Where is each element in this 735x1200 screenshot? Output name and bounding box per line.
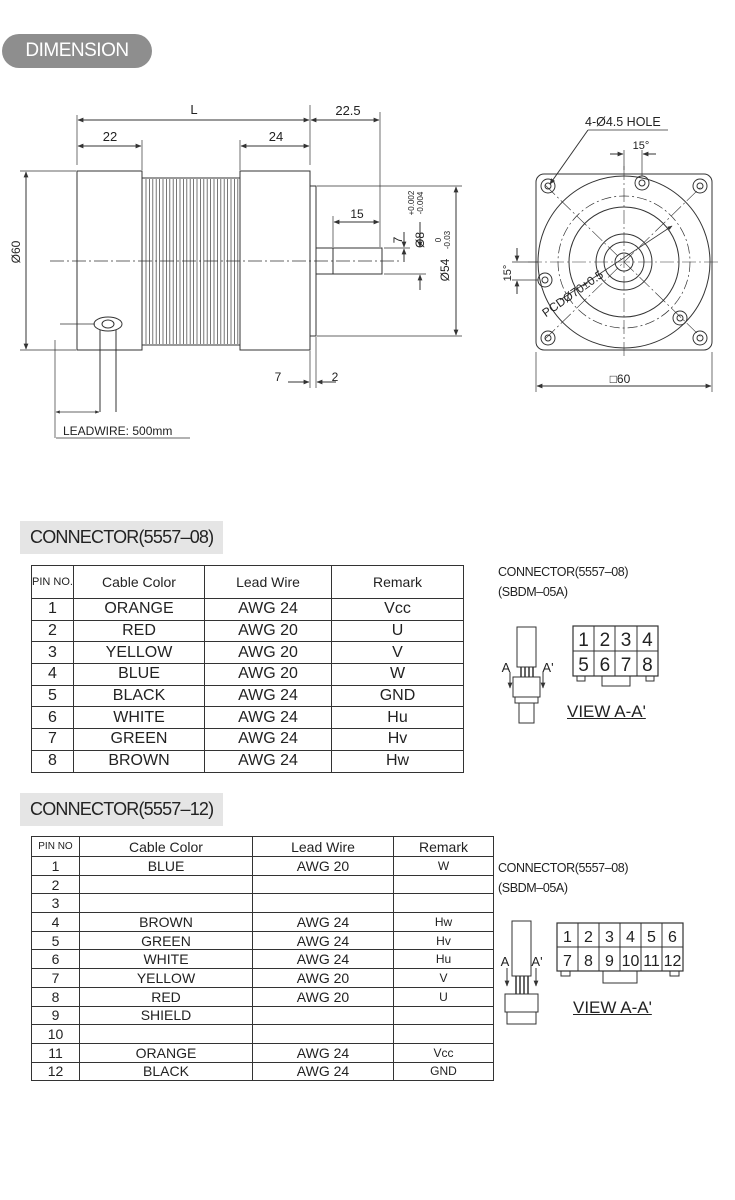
table-row: [32, 913, 494, 932]
pin-number: 5: [647, 929, 656, 946]
pin-number: 8: [584, 953, 593, 970]
table-row: [32, 729, 464, 751]
hole-spec-label: 4-Ø4.5 HOLE: [585, 115, 661, 129]
table-row: [32, 707, 464, 729]
pin-cell: 1: [32, 599, 74, 621]
color-cell: ORANGE: [80, 1043, 253, 1062]
pin-number: 1: [578, 630, 589, 651]
table-row: [32, 642, 464, 664]
pin-cell: 3: [32, 642, 74, 664]
pin-number: 3: [605, 929, 614, 946]
dim-front-width-label: 24: [268, 129, 284, 144]
connector2-label-a-prime: A': [531, 954, 543, 969]
col-header-pin: PIN NO.: [32, 566, 74, 599]
pin-number: 4: [642, 630, 653, 651]
color-cell: YELLOW: [80, 969, 253, 988]
connector2-caption-model: (SBDM–05A): [498, 881, 568, 895]
pin-number: 9: [605, 953, 614, 970]
remark-cell: [394, 1006, 494, 1025]
connector2-title: CONNECTOR(5557–12): [20, 793, 223, 826]
wire-cell: AWG 20: [253, 987, 394, 1006]
col-header-pin: PIN NO: [32, 837, 80, 857]
pin-number: 5: [578, 655, 589, 676]
col-header-remark: Remark: [394, 837, 494, 857]
dim-shaft-tol-lower: -0.004: [416, 191, 425, 215]
pin-cell: 7: [32, 729, 74, 751]
wire-cell: AWG 20: [205, 664, 332, 686]
table-row: [32, 1062, 494, 1081]
color-cell: BROWN: [80, 913, 253, 932]
table-row: [32, 664, 464, 686]
dim-flange-dia-label: Ø54: [438, 258, 452, 282]
motor-front-cap: [240, 171, 310, 350]
remark-cell: U: [394, 987, 494, 1006]
pin-cell: 12: [32, 1062, 80, 1081]
connector1-caption-model: (SBDM–05A): [498, 585, 568, 599]
remark-cell: Vcc: [332, 599, 464, 621]
remark-cell: V: [332, 642, 464, 664]
color-cell: GREEN: [80, 931, 253, 950]
leadwire-length-label: LEADWIRE: 500mm: [63, 424, 173, 438]
table-row: [32, 620, 464, 642]
pin-cell: 5: [32, 685, 74, 707]
pin-cell: 10: [32, 1025, 80, 1044]
color-cell: BROWN: [74, 750, 205, 772]
connector2-caption: CONNECTOR(5557–08): [498, 861, 629, 875]
table-row: [32, 857, 494, 876]
table-row: [32, 987, 494, 1006]
connector2-label-a: A: [500, 954, 510, 969]
wire-cell: [253, 1025, 394, 1044]
table-row: [32, 950, 494, 969]
pin-number: 7: [563, 953, 572, 970]
color-cell: ORANGE: [74, 599, 205, 621]
wire-cell: AWG 20: [205, 620, 332, 642]
wire-cell: AWG 24: [253, 931, 394, 950]
connector2-view-label: VIEW A-A': [573, 998, 652, 1017]
wire-cell: AWG 24: [205, 599, 332, 621]
color-cell: BLUE: [80, 857, 253, 876]
connector2-pin-layout: [557, 923, 683, 983]
pin-number: 1: [563, 929, 572, 946]
wire-cell: AWG 20: [253, 969, 394, 988]
pin-cell: 5: [32, 931, 80, 950]
pin-number: 6: [599, 655, 611, 676]
connector1-table: [31, 565, 464, 773]
color-cell: BLUE: [74, 664, 205, 686]
pin-number: 12: [663, 953, 682, 970]
table-row: [32, 894, 494, 913]
dim-shaft-tol-upper: +0.002: [407, 190, 416, 216]
pin-number: 6: [668, 929, 677, 946]
connector1-label-a-prime: A': [542, 660, 554, 675]
remark-cell: Hv: [394, 931, 494, 950]
table-row: [32, 1006, 494, 1025]
color-cell: RED: [74, 620, 205, 642]
remark-cell: Hv: [332, 729, 464, 751]
wire-cell: AWG 24: [253, 1043, 394, 1062]
color-cell: YELLOW: [74, 642, 205, 664]
wire-cell: AWG 24: [253, 950, 394, 969]
section-title-dimension: DIMENSION: [2, 34, 152, 68]
table-row: [32, 931, 494, 950]
pin-number: 2: [584, 929, 593, 946]
remark-cell: Hu: [332, 707, 464, 729]
remark-cell: GND: [332, 685, 464, 707]
wire-cell: [253, 1006, 394, 1025]
connector1-pin-layout: [573, 626, 658, 686]
pin-cell: 7: [32, 969, 80, 988]
dim-body-dia-label: Ø60: [9, 240, 23, 264]
table-row: [32, 1043, 494, 1062]
connector2-side-diagram: [501, 921, 543, 1024]
color-cell: SHIELD: [80, 1006, 253, 1025]
pin-number: 8: [642, 655, 653, 676]
col-header-cable-color: Cable Color: [80, 837, 253, 857]
remark-cell: Hu: [394, 950, 494, 969]
color-cell: [80, 894, 253, 913]
motor-cooling-fins: [146, 179, 238, 344]
color-cell: BLACK: [80, 1062, 253, 1081]
wire-cell: AWG 20: [253, 857, 394, 876]
dim-flange-thickness-label: 2: [331, 370, 339, 384]
table-row: [32, 685, 464, 707]
dim-key-length-label: 15: [350, 207, 364, 221]
pin-cell: 6: [32, 950, 80, 969]
color-cell: [80, 1025, 253, 1044]
pin-cell: 4: [32, 913, 80, 932]
col-header-lead-wire: Lead Wire: [253, 837, 394, 857]
pin-number: 10: [621, 953, 640, 970]
pin-cell: 4: [32, 664, 74, 686]
pin-cell: 1: [32, 857, 80, 876]
wire-cell: AWG 20: [205, 642, 332, 664]
remark-cell: [394, 1025, 494, 1044]
leadwire-grommet: [94, 317, 122, 331]
pin-cell: 11: [32, 1043, 80, 1062]
angle-left-label: 15°: [502, 264, 514, 282]
color-cell: BLACK: [74, 685, 205, 707]
pin-cell: 8: [32, 750, 74, 772]
remark-cell: W: [394, 857, 494, 876]
pin-number: 3: [620, 630, 632, 651]
table-row: [32, 969, 494, 988]
remark-cell: Hw: [394, 913, 494, 932]
remark-cell: U: [332, 620, 464, 642]
wire-cell: AWG 24: [205, 685, 332, 707]
remark-cell: W: [332, 664, 464, 686]
table-row: [32, 599, 464, 621]
remark-cell: GND: [394, 1062, 494, 1081]
wire-cell: AWG 24: [253, 913, 394, 932]
dim-key-height-label: 7: [391, 236, 405, 244]
connector1-title: CONNECTOR(5557–08): [20, 521, 223, 554]
color-cell: RED: [80, 987, 253, 1006]
pin-cell: 9: [32, 1006, 80, 1025]
table-row: [32, 750, 464, 772]
wire-cell: [253, 894, 394, 913]
motor-front-view: [502, 115, 720, 392]
square-size-label: □60: [609, 372, 631, 386]
dim-shaft-dia-label: Ø8: [413, 231, 427, 249]
col-header-cable-color: Cable Color: [74, 566, 205, 599]
col-header-remark: Remark: [332, 566, 464, 599]
pin-cell: 8: [32, 987, 80, 1006]
pin-number: 11: [643, 953, 660, 970]
motor-side-view: [9, 102, 462, 438]
pcd-label: PCDØ70±0.5: [539, 267, 606, 320]
remark-cell: Hw: [332, 750, 464, 772]
dim-shaft-length-label: 22.5: [335, 103, 361, 118]
col-header-lead-wire: Lead Wire: [205, 566, 332, 599]
connector1-view-label: VIEW A-A': [567, 702, 646, 721]
motor-rear-cap: [77, 171, 142, 350]
color-cell: WHITE: [80, 950, 253, 969]
dim-flange-tol-lower: -0.03: [443, 230, 452, 250]
connector2-table: [31, 836, 494, 1081]
connector1-caption: CONNECTOR(5557–08): [498, 565, 629, 579]
dim-flange-tol-upper: 0: [434, 237, 443, 243]
pin-number: 4: [626, 929, 635, 946]
color-cell: [80, 875, 253, 894]
pin-number: 2: [599, 630, 611, 651]
dim-pilot-depth-label: 7: [274, 370, 282, 384]
wire-cell: AWG 24: [205, 707, 332, 729]
connector1-label-a: A: [501, 660, 511, 675]
wire-cell: AWG 24: [205, 750, 332, 772]
angle-top-label: 15°: [632, 140, 650, 152]
wire-cell: AWG 24: [205, 729, 332, 751]
color-cell: WHITE: [74, 707, 205, 729]
connector1-side-diagram: [502, 627, 554, 723]
table-row: [32, 875, 494, 894]
dim-rear-width-label: 22: [102, 129, 118, 144]
pin-cell: 3: [32, 894, 80, 913]
wire-cell: [253, 875, 394, 894]
pin-number: 7: [620, 655, 632, 676]
color-cell: GREEN: [74, 729, 205, 751]
table-row: [32, 1025, 494, 1044]
remark-cell: [394, 875, 494, 894]
wire-cell: AWG 24: [253, 1062, 394, 1081]
pin-cell: 6: [32, 707, 74, 729]
motor-body: [142, 178, 240, 345]
remark-cell: Vcc: [394, 1043, 494, 1062]
remark-cell: [394, 894, 494, 913]
pin-cell: 2: [32, 620, 74, 642]
dim-length-label: L: [190, 102, 198, 117]
remark-cell: V: [394, 969, 494, 988]
pin-cell: 2: [32, 875, 80, 894]
